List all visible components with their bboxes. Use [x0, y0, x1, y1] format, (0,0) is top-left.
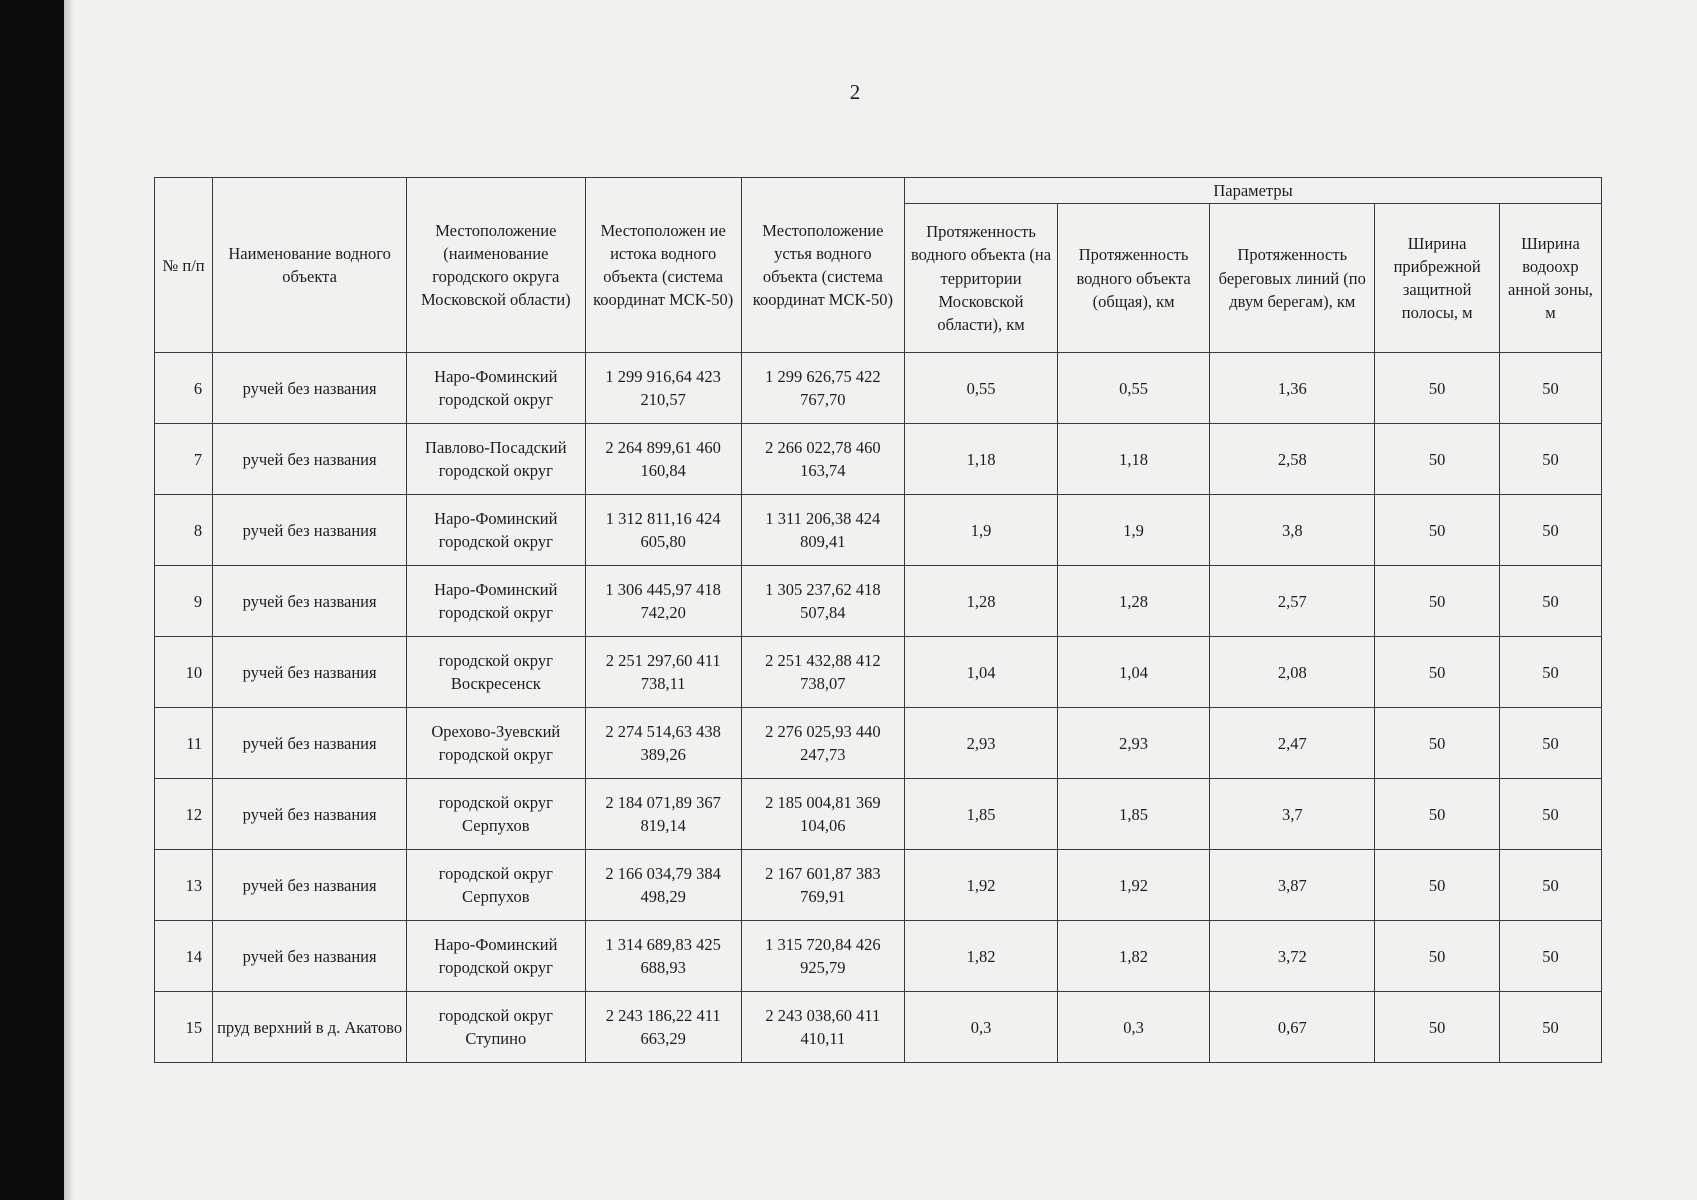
table-row — [155, 637, 1602, 708]
table-row — [155, 566, 1602, 637]
header-length-region: Протяженность водного объекта (на территории Московской области), км — [905, 204, 1058, 353]
cell-num: 15 — [155, 992, 213, 1063]
cell-num: 7 — [155, 424, 213, 495]
table-row — [155, 708, 1602, 779]
cell-protection-zone: 50 — [1499, 921, 1601, 992]
cell-shoreline: 2,58 — [1210, 424, 1375, 495]
cell-coastal-strip: 50 — [1375, 566, 1499, 637]
cell-coastal-strip: 50 — [1375, 637, 1499, 708]
table-row — [155, 921, 1602, 992]
cell-source: 2 166 034,79 384 498,29 — [585, 850, 741, 921]
cell-length-total: 1,9 — [1058, 495, 1210, 566]
cell-length-total: 1,92 — [1058, 850, 1210, 921]
header-protection-zone: Ширина водоохр анной зоны, м — [1499, 204, 1601, 353]
cell-source: 1 306 445,97 418 742,20 — [585, 566, 741, 637]
cell-length-total: 2,93 — [1058, 708, 1210, 779]
cell-num: 13 — [155, 850, 213, 921]
table-row — [155, 850, 1602, 921]
cell-num: 14 — [155, 921, 213, 992]
cell-coastal-strip: 50 — [1375, 708, 1499, 779]
cell-name: ручей без названия — [213, 708, 407, 779]
page-number: 2 — [849, 80, 861, 104]
cell-length-total: 1,85 — [1058, 779, 1210, 850]
cell-coastal-strip: 50 — [1375, 921, 1499, 992]
cell-shoreline: 2,47 — [1210, 708, 1375, 779]
cell-num: 9 — [155, 566, 213, 637]
cell-num: 11 — [155, 708, 213, 779]
cell-mouth: 2 266 022,78 460 163,74 — [741, 424, 904, 495]
cell-shoreline: 0,67 — [1210, 992, 1375, 1063]
cell-location: Наро-Фоминский городской округ — [407, 566, 586, 637]
cell-mouth: 1 315 720,84 426 925,79 — [741, 921, 904, 992]
cell-name: ручей без названия — [213, 850, 407, 921]
cell-mouth: 2 185 004,81 369 104,06 — [741, 779, 904, 850]
cell-coastal-strip: 50 — [1375, 353, 1499, 424]
cell-length-region: 1,04 — [905, 637, 1058, 708]
cell-mouth: 2 276 025,93 440 247,73 — [741, 708, 904, 779]
cell-shoreline: 3,87 — [1210, 850, 1375, 921]
cell-name: ручей без названия — [213, 353, 407, 424]
cell-protection-zone: 50 — [1499, 353, 1601, 424]
cell-name: ручей без названия — [213, 424, 407, 495]
cell-length-region: 0,55 — [905, 353, 1058, 424]
cell-length-total: 1,28 — [1058, 566, 1210, 637]
cell-source: 1 312 811,16 424 605,80 — [585, 495, 741, 566]
cell-location: Павлово-Посадский городской округ — [407, 424, 586, 495]
header-name: Наименование водного объекта — [213, 178, 407, 353]
cell-shoreline: 1,36 — [1210, 353, 1375, 424]
cell-mouth: 2 251 432,88 412 738,07 — [741, 637, 904, 708]
cell-length-region: 1,28 — [905, 566, 1058, 637]
cell-num: 8 — [155, 495, 213, 566]
cell-source: 1 314 689,83 425 688,93 — [585, 921, 741, 992]
cell-coastal-strip: 50 — [1375, 850, 1499, 921]
cell-length-region: 1,82 — [905, 921, 1058, 992]
cell-protection-zone: 50 — [1499, 779, 1601, 850]
cell-source: 2 264 899,61 460 160,84 — [585, 424, 741, 495]
cell-shoreline: 3,72 — [1210, 921, 1375, 992]
header-mouth: Местоположение устья водного объекта (система координат МСК-50) — [741, 178, 904, 353]
cell-num: 6 — [155, 353, 213, 424]
cell-length-total: 1,04 — [1058, 637, 1210, 708]
cell-mouth: 1 311 206,38 424 809,41 — [741, 495, 904, 566]
cell-length-total: 1,82 — [1058, 921, 1210, 992]
cell-shoreline: 2,57 — [1210, 566, 1375, 637]
cell-name: ручей без названия — [213, 921, 407, 992]
cell-length-region: 0,3 — [905, 992, 1058, 1063]
cell-location: Наро-Фоминский городской округ — [407, 921, 586, 992]
cell-protection-zone: 50 — [1499, 992, 1601, 1063]
cell-protection-zone: 50 — [1499, 424, 1601, 495]
cell-location: городской округ Воскресенск — [407, 637, 586, 708]
header-parameters: Параметры — [905, 178, 1602, 204]
cell-source: 2 184 071,89 367 819,14 — [585, 779, 741, 850]
cell-length-region: 2,93 — [905, 708, 1058, 779]
cell-protection-zone: 50 — [1499, 708, 1601, 779]
cell-name: пруд верхний в д. Акатово — [213, 992, 407, 1063]
cell-shoreline: 2,08 — [1210, 637, 1375, 708]
cell-protection-zone: 50 — [1499, 495, 1601, 566]
cell-coastal-strip: 50 — [1375, 495, 1499, 566]
table-row — [155, 353, 1602, 424]
cell-protection-zone: 50 — [1499, 850, 1601, 921]
cell-source: 2 243 186,22 411 663,29 — [585, 992, 741, 1063]
cell-protection-zone: 50 — [1499, 566, 1601, 637]
cell-location: городской округ Ступино — [407, 992, 586, 1063]
cell-location: Наро-Фоминский городской округ — [407, 495, 586, 566]
cell-length-region: 1,18 — [905, 424, 1058, 495]
cell-source: 2 251 297,60 411 738,11 — [585, 637, 741, 708]
cell-length-total: 0,55 — [1058, 353, 1210, 424]
cell-location: городской округ Серпухов — [407, 850, 586, 921]
cell-mouth: 2 167 601,87 383 769,91 — [741, 850, 904, 921]
cell-location: городской округ Серпухов — [407, 779, 586, 850]
cell-name: ручей без названия — [213, 779, 407, 850]
cell-name: ручей без названия — [213, 495, 407, 566]
cell-location: Орехово-Зуевский городской округ — [407, 708, 586, 779]
header-num: № п/п — [155, 178, 213, 353]
cell-length-region: 1,85 — [905, 779, 1058, 850]
cell-name: ручей без названия — [213, 637, 407, 708]
table-row — [155, 424, 1602, 495]
table-row — [155, 495, 1602, 566]
scan-black-edge — [0, 0, 64, 1200]
water-objects-table — [154, 177, 1602, 1063]
cell-source: 1 299 916,64 423 210,57 — [585, 353, 741, 424]
cell-mouth: 1 299 626,75 422 767,70 — [741, 353, 904, 424]
cell-protection-zone: 50 — [1499, 637, 1601, 708]
cell-num: 12 — [155, 779, 213, 850]
scan-edge-shadow — [64, 0, 74, 1200]
cell-shoreline: 3,7 — [1210, 779, 1375, 850]
cell-length-region: 1,92 — [905, 850, 1058, 921]
header-source: Местоположен ие истока водного объекта (система координат МСК-50) — [585, 178, 741, 353]
header-row-top — [155, 178, 1602, 204]
cell-location: Наро-Фоминский городской округ — [407, 353, 586, 424]
cell-length-region: 1,9 — [905, 495, 1058, 566]
cell-name: ручей без названия — [213, 566, 407, 637]
cell-coastal-strip: 50 — [1375, 424, 1499, 495]
header-length-total: Протяженность водного объекта (общая), км — [1058, 204, 1210, 353]
header-location: Местоположение (наименование городского округа Московской области) — [407, 178, 586, 353]
cell-num: 10 — [155, 637, 213, 708]
cell-length-total: 0,3 — [1058, 992, 1210, 1063]
cell-source: 2 274 514,63 438 389,26 — [585, 708, 741, 779]
table-row — [155, 779, 1602, 850]
header-shoreline: Протяженность береговых линий (по двум берегам), км — [1210, 204, 1375, 353]
cell-mouth: 1 305 237,62 418 507,84 — [741, 566, 904, 637]
cell-coastal-strip: 50 — [1375, 779, 1499, 850]
cell-length-total: 1,18 — [1058, 424, 1210, 495]
table-row — [155, 992, 1602, 1063]
cell-coastal-strip: 50 — [1375, 992, 1499, 1063]
header-coastal-strip: Ширина прибрежной защитной полосы, м — [1375, 204, 1499, 353]
cell-mouth: 2 243 038,60 411 410,11 — [741, 992, 904, 1063]
cell-shoreline: 3,8 — [1210, 495, 1375, 566]
